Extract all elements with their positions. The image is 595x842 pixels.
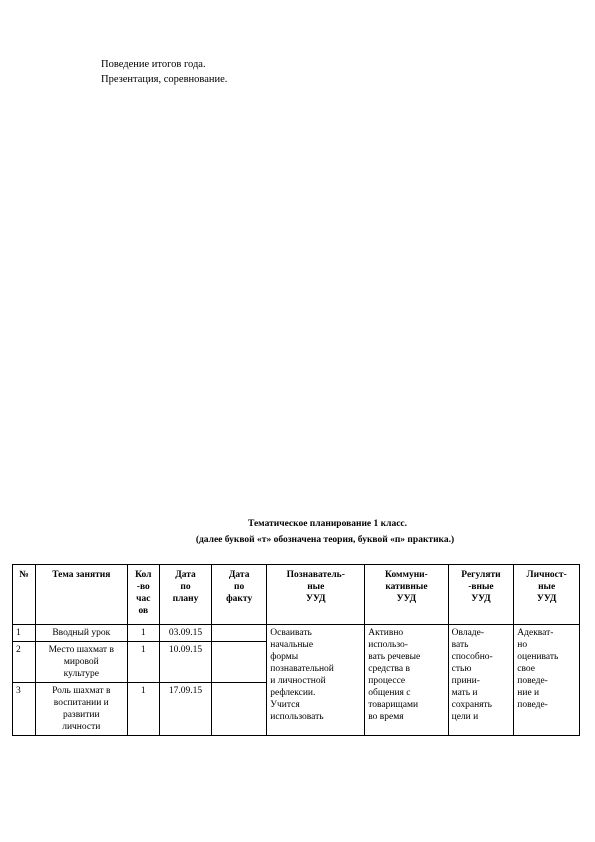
header-cognitive-uud: Познаватель- ные УУД (267, 565, 365, 625)
header-regulatory-uud: Регуляти -вные УУД (448, 565, 514, 625)
row-date-plan: 03.09.15 (159, 625, 211, 642)
row-topic: Вводный урок (35, 625, 127, 642)
header-date-plan: Дата по плану (159, 565, 211, 625)
top-text-block (101, 57, 227, 87)
top-text-line-2: Презентация, соревнование. (101, 74, 228, 85)
row-num: 1 (13, 625, 36, 642)
row-num: 2 (13, 642, 36, 683)
row-topic: Роль шахмат в воспитании и развитии личности (35, 683, 127, 736)
plan-title: Тематическое планирование 1 класс. (247, 519, 408, 529)
header-communicative-uud: Коммуни- кативные УУД (365, 565, 448, 625)
table-row (13, 625, 580, 642)
header-num: № (13, 565, 36, 625)
thematic-plan-table (12, 564, 580, 736)
communicative-uud-cell: Активно использо- вать речевые средства в процессе общения с товарищами во время (365, 625, 448, 736)
row-date-plan: 10.09.15 (159, 642, 211, 683)
header-topic: Тема занятия (35, 565, 127, 625)
row-hours: 1 (127, 625, 159, 642)
top-text-line-1: Поведение итогов года. (101, 59, 206, 70)
row-date-plan: 17.09.15 (159, 683, 211, 736)
row-date-fact (212, 642, 267, 683)
plan-subtitle: (далее буквой «т» обозначена теория, буквой «п» практика.) (195, 535, 455, 545)
personal-uud-cell: Адекват- но оценивать свое поведе- ние и поведе- (514, 625, 580, 736)
regulatory-uud-cell: Овладе- вать способно- стью прини- мать и сохранять цели и (448, 625, 514, 736)
row-hours: 1 (127, 683, 159, 736)
cognitive-uud-cell: Осваивать начальные формы познавательной и личностной рефлексии. Учится использовать (267, 625, 365, 736)
row-date-fact (212, 625, 267, 642)
header-personal-uud: Личност- ные УУД (514, 565, 580, 625)
header-hours: Кол -во час ов (127, 565, 159, 625)
row-hours: 1 (127, 642, 159, 683)
row-topic: Место шахмат в мировой культуре (35, 642, 127, 683)
row-num: 3 (13, 683, 36, 736)
row-date-fact (212, 683, 267, 736)
header-date-fact: Дата по факту (212, 565, 267, 625)
table-header-row (13, 565, 580, 625)
